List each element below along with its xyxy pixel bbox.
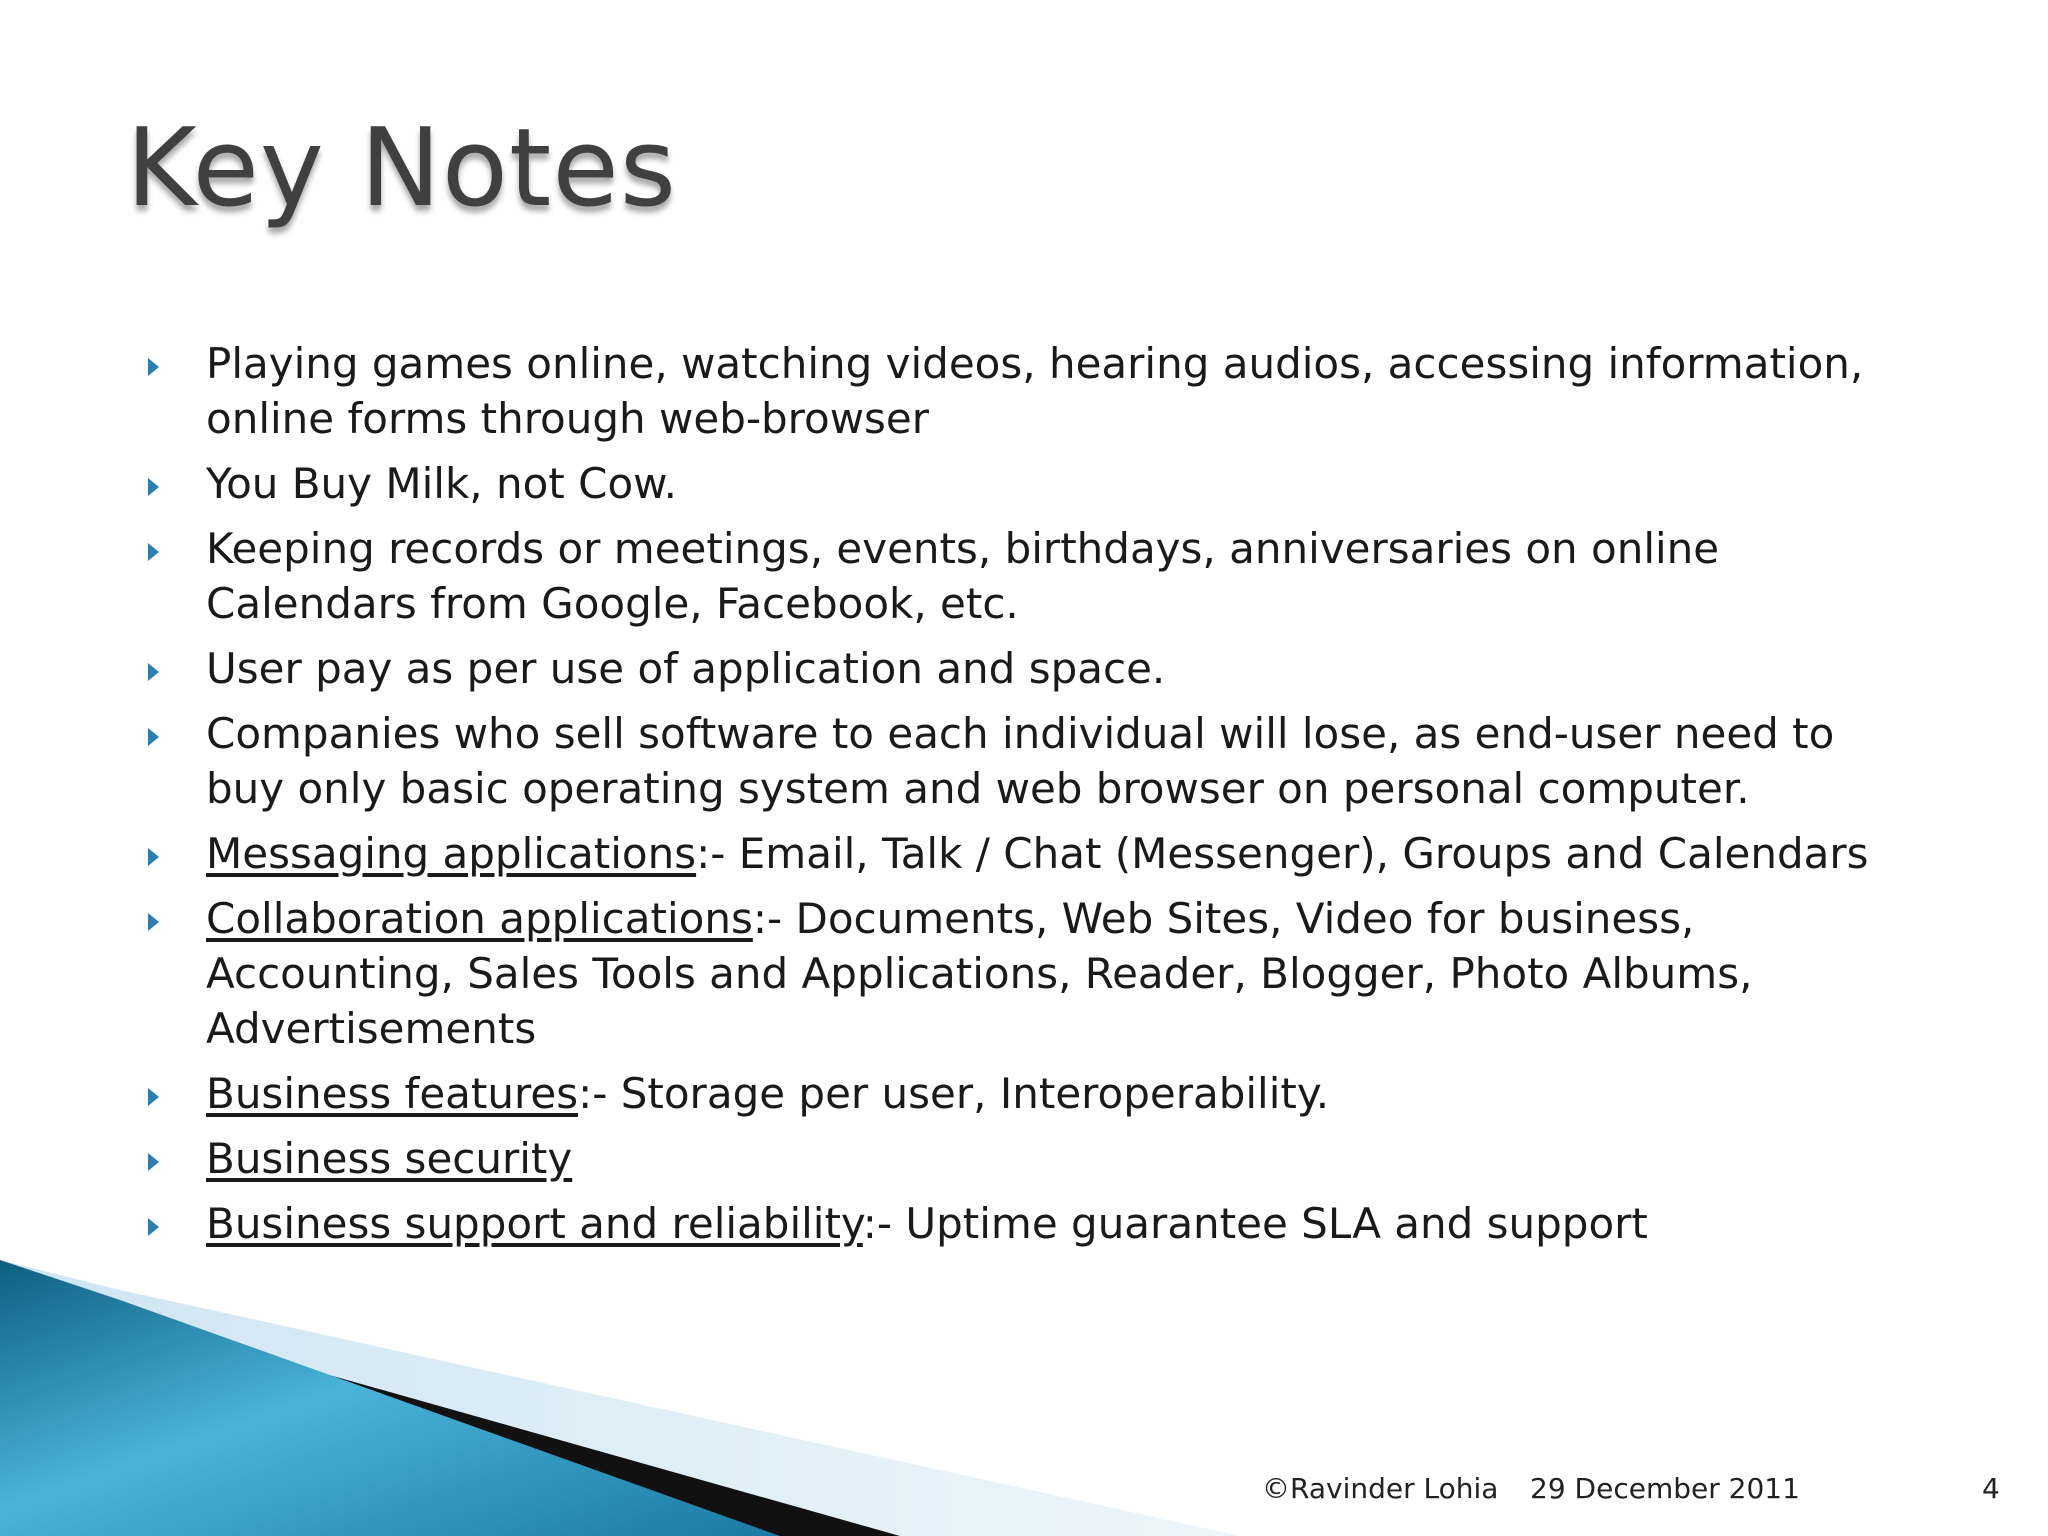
triangle-right-icon <box>148 728 159 746</box>
bullet-item <box>144 1196 1914 1251</box>
slide-title: Key Notes <box>126 106 678 231</box>
bullet-text: Keeping records or meetings, events, birthdays, anniversaries on online Calendars from Google, Facebook, etc. <box>206 524 1720 628</box>
bullet-term: Business support and reliability <box>206 1199 863 1248</box>
bullet-text: :- Email, Talk / Chat (Messenger), Groups and Calendars <box>696 829 1869 878</box>
triangle-right-icon <box>148 913 159 931</box>
page-number: 4 <box>1982 1472 2000 1505</box>
footer-date: 29 December 2011 <box>1530 1472 1800 1505</box>
bullet-text: Playing games online, watching videos, hearing audios, accessing information, online forms through web-browser <box>206 339 1864 443</box>
bullet-item <box>144 521 1914 631</box>
bullet-item <box>144 336 1914 446</box>
bullet-term: Messaging applications <box>206 829 697 878</box>
bullet-item <box>144 1131 1914 1186</box>
bullet-text: User pay as per use of application and space. <box>206 644 1166 693</box>
bullet-list <box>144 336 1914 1261</box>
bullet-term: Business features <box>206 1069 579 1118</box>
triangle-right-icon <box>148 1088 159 1106</box>
bullet-item <box>144 456 1914 511</box>
bullet-item <box>144 826 1914 881</box>
bullet-text: :- Storage per user, Interoperability. <box>578 1069 1330 1118</box>
bullet-item <box>144 641 1914 696</box>
triangle-right-icon <box>148 1218 159 1236</box>
bullet-text: :- Uptime guarantee SLA and support <box>862 1199 1648 1248</box>
footer-author: ©Ravinder Lohia <box>1262 1472 1499 1505</box>
bullet-term: Business security <box>206 1134 573 1183</box>
triangle-right-icon <box>148 543 159 561</box>
triangle-right-icon <box>148 478 159 496</box>
triangle-right-icon <box>148 848 159 866</box>
bullet-item <box>144 706 1914 816</box>
bullet-text: :- Documents, Web Sites, Video for business, Accounting, Sales Tools and Applications, Reader, Blogger, Photo Albums, Advertisements <box>206 894 1753 1053</box>
bullet-text: You Buy Milk, not Cow. <box>206 459 677 508</box>
triangle-right-icon <box>148 663 159 681</box>
bullet-item <box>144 891 1914 1056</box>
triangle-right-icon <box>148 1153 159 1171</box>
triangle-right-icon <box>148 358 159 376</box>
bullet-item <box>144 1066 1914 1121</box>
bullet-text: Companies who sell software to each individual will lose, as end-user need to buy only basic operating system and web browser on personal computer. <box>206 709 1835 813</box>
bullet-term: Collaboration applications <box>206 894 753 943</box>
